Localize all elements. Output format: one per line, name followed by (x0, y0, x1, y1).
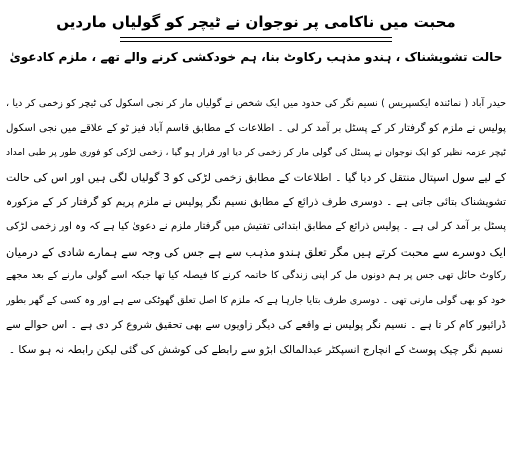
headline-rule-top (120, 37, 392, 38)
article-line: ایک دوسرے سے محبت کرتے ہیں مگر تعلق ہندو مذہب سے ہے جس کی وجہ سے ہمارے شادی کے درمیان (6, 244, 506, 259)
article-line: تشویشناک بتائی جاتی ہے ۔ دوسری طرف ذرائع کے مطابق نسیم نگر پولیس نے ملزم پریم کو گرفتار کر کے مزکورہ (6, 196, 506, 209)
article-line: پولیس نے ملزم کو گرفتار کر کے پسٹل بر آمد کر لی ۔ اطلاعات کے مطابق قاسم آباد فیز ٹو کے علاقے میں نجی اسکول (6, 122, 506, 134)
headline-rule-bottom (120, 41, 392, 42)
article-line: خود کو بھی گولی مارنی تھی ۔ دوسری طرف بتایا جارہا ہے کہ ملزم کا اصل تعلق گھوٹکی سے ہے اور وہ کسی کے گھر بطور (6, 294, 506, 306)
article-headline: محبت میں ناکامی پر نوجوان نے ٹیچر کو گولیاں ماردیں (56, 13, 456, 31)
article-line: رکاوٹ حائل تھی جس پر ہم دونوں مل کر اپنی زندگی کا خاتمہ کرنے کا فیصلہ کیا تھا جبکہ اسے گولی مارنے کے بعد مجھے (6, 270, 506, 282)
article-line: ڈرائیور کام کر تا ہے ۔ نسیم نگر پولیس نے واقعے کی دیگر زاویوں سے بھی تحقیق شروع کر دی ہے ۔ اس حوالے سے (6, 319, 506, 332)
article-line: نسیم نگر چیک پوسٹ کے انچارج انسپکٹر عبدالمالک ابڑو سے رابطے کی کوشش کی گئی لیکن رابطہ نہ ہو سکا ۔ (8, 343, 504, 356)
article-subheadline: حالت تشویشناک ، ہندو مذہب رکاوٹ بنا، ہم خودکشی کرنے والے تھے ، ملزم کادعویٰ (9, 50, 503, 64)
article-line: کے لیے سول اسپتال منتقل کر دیا گیا ۔ اطلاعات کے مطابق زخمی لڑکی کو 3 گولیاں لگی ہیں اور اس کی حالت (6, 170, 506, 184)
article-body (6, 92, 506, 363)
article-line: حیدر آباد ( نمائندہ ایکسپریس ) نسیم نگر کی حدود میں ایک شخص نے گولیاں مار کر نجی اسکول کی ٹیچر کو زخمی کر دیا ، (6, 98, 506, 109)
article-line: پسٹل بر آمد کر لی ہے ۔ پولیس ذرائع کے مطابق ابتدائی تفتیش میں گرفتار ملزم نے دعویٰ کیا ہے کہ وہ اور زخمی لڑکی (6, 220, 506, 232)
article-line: ٹیچر عزمہ نظیر کو ایک نوجوان نے پسٹل کی گولی مار کر زخمی کر دیا اور فرار ہو گیا ، زخمی لڑکی کو فوری طور پر طبی امداد (6, 147, 506, 159)
